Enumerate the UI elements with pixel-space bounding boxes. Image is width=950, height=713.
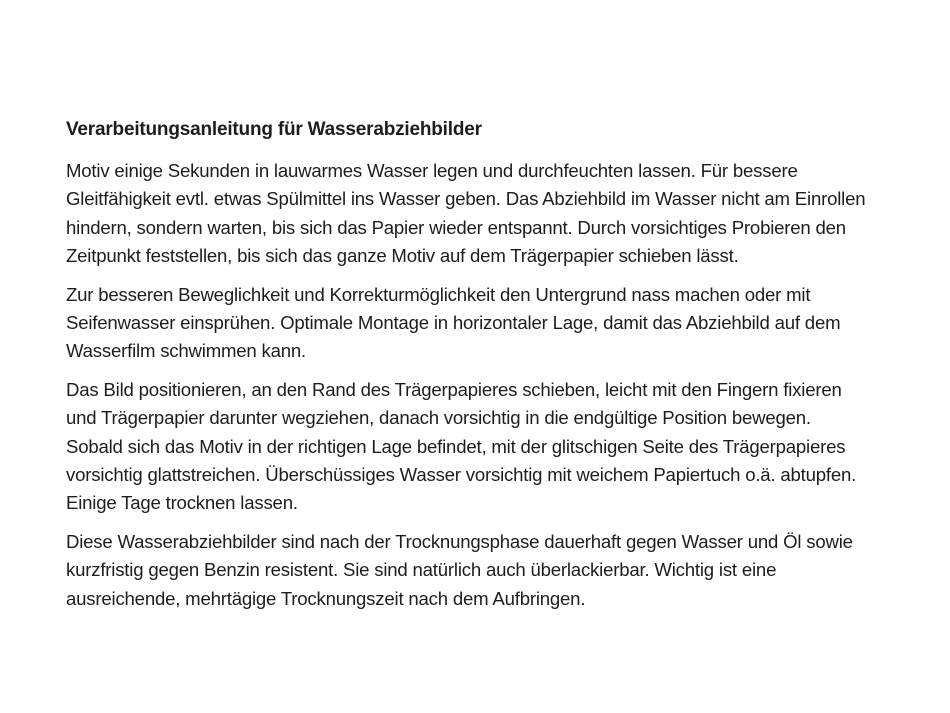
text-line: Motiv einige Sekunden in lauwarmes Wasser legen und durchfeuchten lassen. Für bessere: [66, 160, 798, 181]
paragraph: [66, 281, 936, 366]
text-line: Einige Tage trocknen lassen.: [66, 492, 298, 514]
text-line: Gleitfähigkeit evtl. etwas Spülmittel ins Wasser geben. Das Abziehbild im Wasser nicht am Einrollen: [66, 188, 866, 210]
text-line: vorsichtig glattstreichen. Überschüssiges Wasser vorsichtig mit weichem Papiertuch o.ä. abtupfen.: [66, 464, 857, 486]
paragraph: [66, 376, 936, 518]
paragraph: [66, 157, 936, 271]
document-title: Verarbeitungsanleitung für Wasserabziehbilder: [66, 119, 482, 140]
paragraph: [66, 528, 936, 613]
text-line: ausreichende, mehrtägige Trocknungszeit nach dem Aufbringen.: [66, 587, 586, 609]
text-line: Diese Wasserabziehbilder sind nach der Trocknungsphase dauerhaft gegen Wasser und Öl sowie: [66, 530, 853, 552]
text-line: Wasserfilm schwimmen kann.: [66, 340, 307, 362]
text-line: Das Bild positionieren, an den Rand des Trägerpapieres schieben, leicht mit den Fingern fixieren: [66, 378, 842, 400]
text-line: Sobald sich das Motiv in der richtigen Lage befindet, mit der glitschigen Seite des Trägerpapieres: [66, 435, 846, 457]
text-line: Seifenwasser einsprühen. Optimale Montage in horizontaler Lage, damit das Abziehbild auf dem: [66, 312, 841, 334]
document-page: [66, 117, 936, 623]
text-line: Zur besseren Beweglichkeit und Korrekturmöglichkeit den Untergrund nass machen oder mit: [66, 283, 811, 305]
document-body: [66, 157, 936, 613]
text-line: Zeitpunkt feststellen, bis sich das ganze Motiv auf dem Trägerpapier schieben lässt.: [66, 245, 739, 267]
text-line: hindern, sondern warten, bis sich das Papier wieder entspannt. Durch vorsichtiges Probieren den: [66, 216, 846, 238]
text-line: kurzfristig gegen Benzin resistent. Sie sind natürlich auch überlackierbar. Wichtig ist eine: [66, 559, 777, 581]
text-line: und Trägerpapier darunter wegziehen, danach vorsichtig in die endgültige Position bewegen.: [66, 407, 811, 429]
